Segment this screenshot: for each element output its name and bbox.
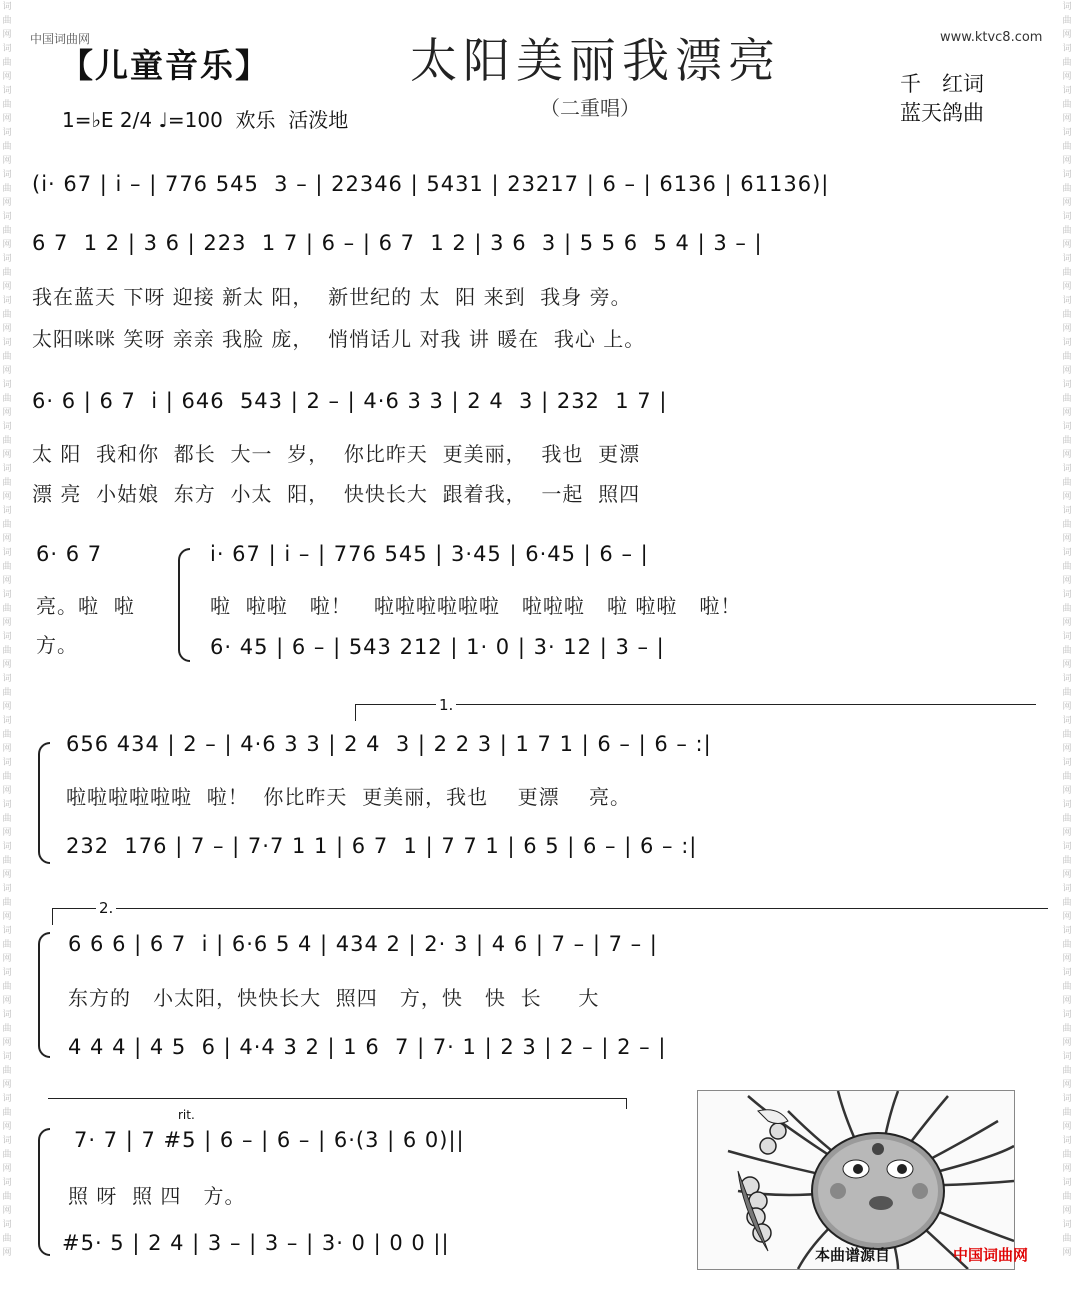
row6-lower-notes: 4 4 4 | 4 5 6 | 4·4 3 2 | 1 6 7 | 7· 1 | 2 3 | 2 – | 2 – |: [68, 1035, 667, 1059]
lyricist-credit: 千 红词: [900, 72, 984, 96]
volta-second-label: 2.: [96, 899, 116, 917]
row7-lower-notes: #5· 5 | 2 4 | 3 – | 3 – | 3· 0 | 0 0 ||: [62, 1231, 450, 1255]
song-title: 太阳美丽我漂亮: [410, 34, 781, 89]
volta-second-ending: [52, 908, 1048, 925]
row4-left-lyric2: 方。: [36, 633, 78, 657]
row5-upper-notes: 656 434 | 2 – | 4·6 3 3 | 2 4 3 | 2 2 3 | 1 7 1 | 6 – | 6 – :|: [66, 732, 712, 756]
row4-upper-lyric: 啦 啦啦 啦！ 啦啦啦啦啦啦 啦啦啦 啦 啦啦 啦！: [210, 594, 742, 618]
source-link[interactable]: 中国词曲网: [953, 1246, 1029, 1264]
source-caption: 本曲谱源自: [815, 1246, 891, 1264]
row6-upper-notes: 6 6 6 | 6 7 i | 6·6 5 4 | 434 2 | 2· 3 | 4 6 | 7 – | 7 – |: [68, 932, 658, 956]
row3-verse2: 漂 亮 小姑娘 东方 小太 阳， 快快长大 跟着我， 一起 照四: [32, 482, 641, 506]
category-label: 【儿童音乐】: [60, 46, 270, 85]
row2-verse1: 我在蓝天 下呀 迎接 新太 阳， 新世纪的 太 阳 来到 我身 旁。: [32, 285, 632, 309]
row1-notes: (i· 67 | i – | 776 545 3 – | 22346 | 5431 | 23217 | 6 – | 6136 | 61136)|: [32, 172, 830, 196]
row7-upper-lyric: 照 呀 照 四 方。: [68, 1184, 246, 1208]
row4-brace: [178, 548, 190, 662]
site-watermark-right[interactable]: www.ktvc8.com: [940, 30, 1043, 45]
composer-credit: 蓝天鸽曲: [900, 101, 984, 125]
row5-brace: [38, 742, 50, 864]
row2-verse2: 太阳咪咪 笑呀 亲亲 我脸 庞， 悄悄话儿 对我 讲 暖在 我心 上。: [32, 327, 646, 351]
volta-first-ending: [355, 704, 1036, 721]
row5-upper-lyric: 啦啦啦啦啦啦 啦！ 你比昨天 更美丽，我也 更漂 亮。: [66, 785, 632, 809]
row2-notes: 6 7 1 2 | 3 6 | 223 1 7 | 6 – | 6 7 1 2 | 3 6 3 | 5 5 6 5 4 | 3 – |: [32, 231, 763, 255]
row6-brace: [38, 932, 50, 1058]
volta-first-label: 1.: [436, 696, 456, 714]
row6-upper-lyric: 东方的 小太阳，快快长大 照四 方，快 快 长 大: [68, 986, 600, 1010]
row4-lower-notes: 6· 45 | 6 – | 543 212 | 1· 0 | 3· 12 | 3 – |: [210, 635, 665, 659]
sun-illustration: [697, 1090, 1015, 1270]
row7-bracket: [48, 1098, 627, 1109]
song-subtitle: （二重唱）: [540, 96, 640, 120]
row7-upper-notes: 7· 7 | 7 #5 | 6 – | 6 – | 6·(3 | 6 0)||: [74, 1128, 465, 1152]
right-edge-watermark: 词曲网词曲网词曲网词曲网词曲网词曲网词曲网词曲网词曲网词曲网词曲网词曲网词曲网词曲网词曲网词曲网词曲网词曲网词曲网词曲网词曲网词曲网词曲网词曲网词曲网词曲网词曲网词曲网词曲网词曲网: [1062, 2, 1072, 1258]
row7-brace: [38, 1128, 50, 1256]
site-watermark-left: 中国词曲网: [30, 32, 91, 46]
row3-notes: 6· 6 | 6 7 i | 646 543 | 2 – | 4·6 3 3 | 2 4 3 | 232 1 7 |: [32, 389, 668, 413]
row4-left-lyric1: 亮。啦 啦: [36, 594, 135, 618]
row4-upper-notes: i· 67 | i – | 776 545 | 3·45 | 6·45 | 6 – |: [210, 542, 649, 566]
left-edge-watermark: 词曲网词曲网词曲网词曲网词曲网词曲网词曲网词曲网词曲网词曲网词曲网词曲网词曲网词曲网词曲网词曲网词曲网词曲网词曲网词曲网词曲网词曲网词曲网词曲网词曲网词曲网词曲网词曲网词曲网词曲网: [2, 2, 12, 1258]
row3-verse1: 太 阳 我和你 都长 大一 岁， 你比昨天 更美丽， 我也 更漂: [32, 442, 641, 466]
rit-marking: rit.: [178, 1108, 195, 1122]
key-signature: 1=♭E 2/4 ♩=100 欢乐 活泼地: [62, 108, 349, 132]
row4-left-notes: 6· 6 7: [36, 542, 103, 566]
row5-lower-notes: 232 176 | 7 – | 7·7 1 1 | 6 7 1 | 7 7 1 | 6 5 | 6 – | 6 – :|: [66, 834, 698, 858]
